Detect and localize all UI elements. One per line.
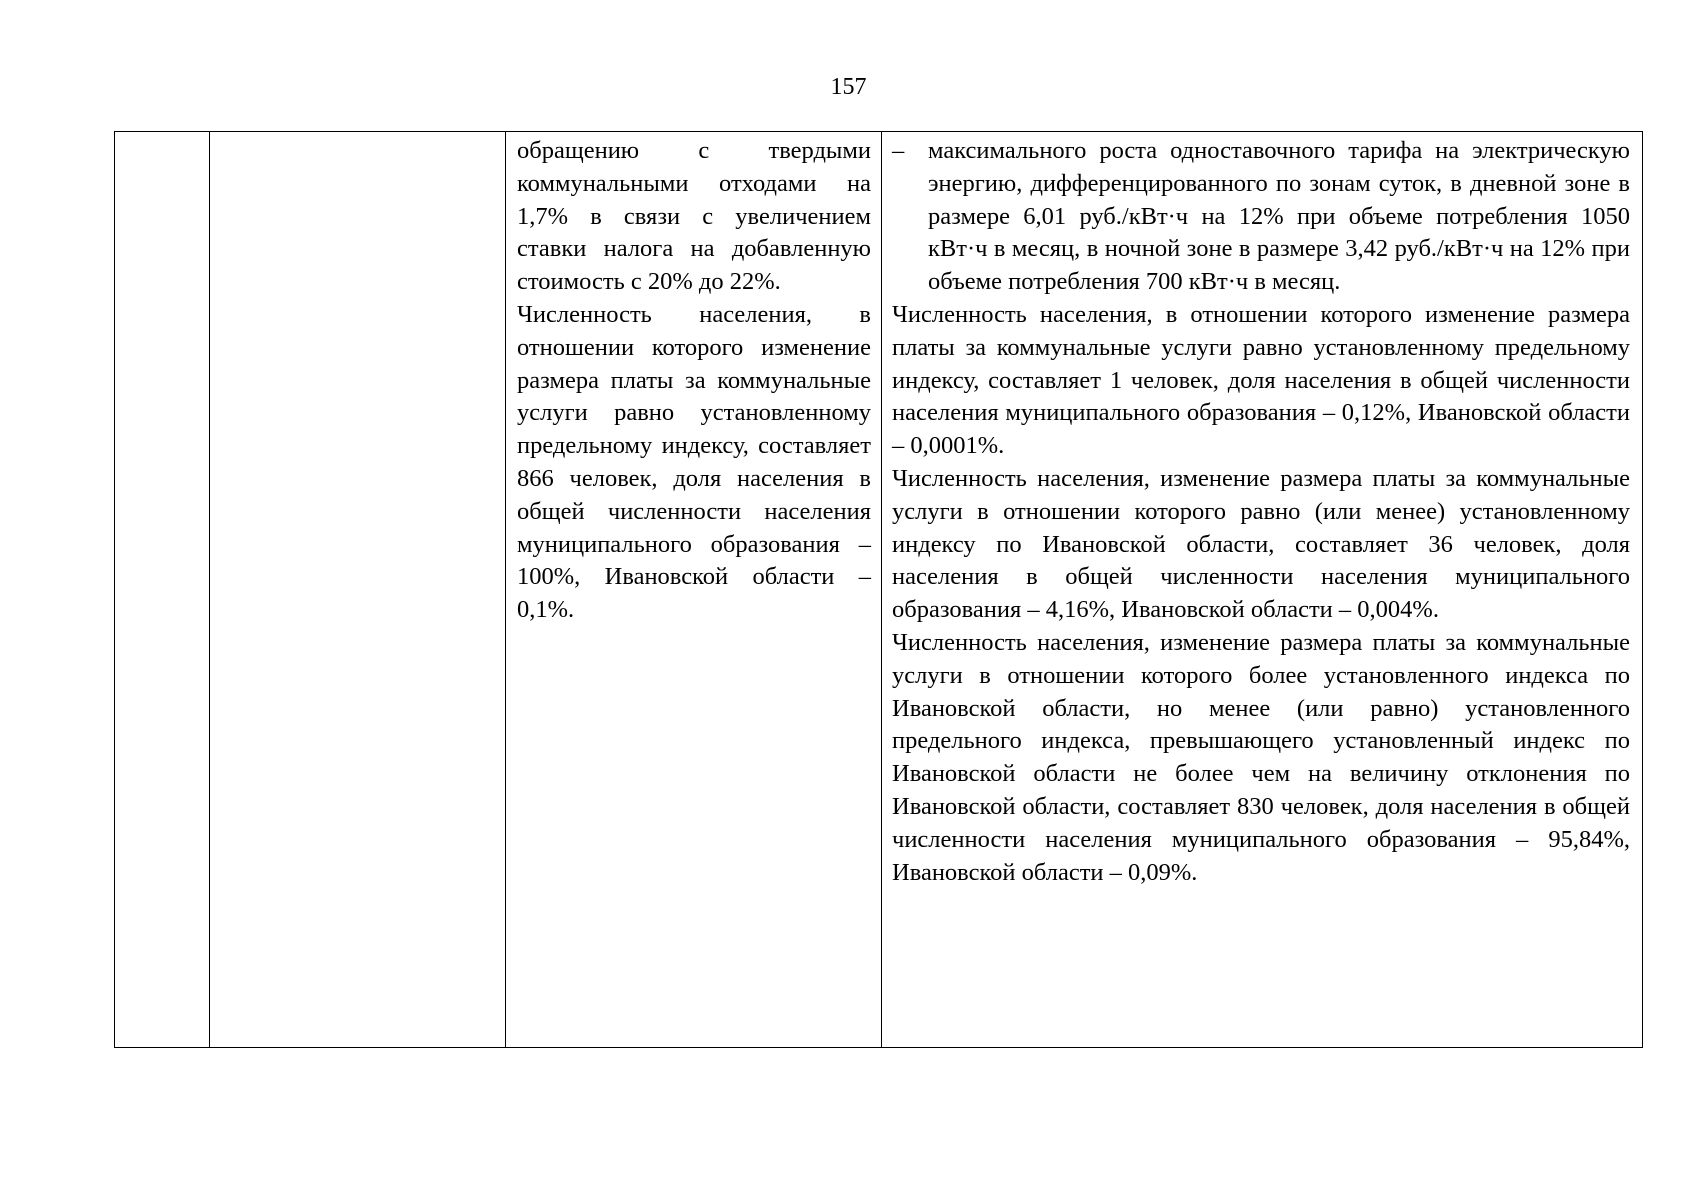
paragraph-tariff-continuation: обращению с твердыми коммунальными отходами на 1,7% в связи с увеличением ставки налога на добавленную стоимость с 20% до 22%. <box>517 137 871 296</box>
paragraph-population-limit-index: Численность населения, в отношении которого изменение размера платы за коммунальные услуги равно установленному предельному индексу, составляет 866 человек, доля населения в общей численности населения муниципального образования – 100%, Ивановской области – 0,1%. <box>517 300 871 624</box>
table-row <box>115 132 1643 1048</box>
table-cell-details <box>882 132 1643 1048</box>
document-table <box>114 131 1643 1048</box>
list-dash: – <box>892 137 905 164</box>
paragraph-population-equal-limit: Численность населения, в отношении которого изменение размера платы за коммунальные услуги равно установленному предельному индексу, составляет 1 человек, доля населения в общей численности населения муниципального образования – 0,12%, Ивановской области – 0,0001%. <box>892 300 1630 460</box>
list-item <box>892 135 1630 299</box>
table-cell-number <box>115 132 210 1048</box>
page-number: 157 <box>830 74 867 100</box>
table-cell-description <box>506 132 882 1048</box>
paragraph-population-above-index: Численность населения, изменение размера платы за коммунальные услуги в отношении которого более установленного индекса по Ивановской области, но менее (или равно) установленного предельного индекса, превышающего установленный индекс по Ивановской области не более чем на величину отклонения по Ивановской области, составляет 830 человек, доля населения в общей численности населения муниципального образования – 95,84%, Ивановской области – 0,09%. <box>892 628 1630 886</box>
list-item-text: максимального роста одноставочного тарифа на электрическую энергию, дифференцированного по зонам суток, в дневной зоне в размере 6,01 руб./кВт·ч на 12% при объеме потребления 1050 кВт·ч в месяц, в ночной зоне в размере 3,42 руб./кВт·ч на 12% при объеме потребления 700 кВт·ч в месяц. <box>928 137 1630 296</box>
paragraph-population-below-index: Численность населения, изменение размера платы за коммунальные услуги в отношении которого равно (или менее) установленному индексу по Ивановской области, составляет 36 человек, доля населения в общей численности населения муниципального образования – 4,16%, Ивановской области – 0,004%. <box>892 464 1630 624</box>
table-cell-name <box>210 132 506 1048</box>
